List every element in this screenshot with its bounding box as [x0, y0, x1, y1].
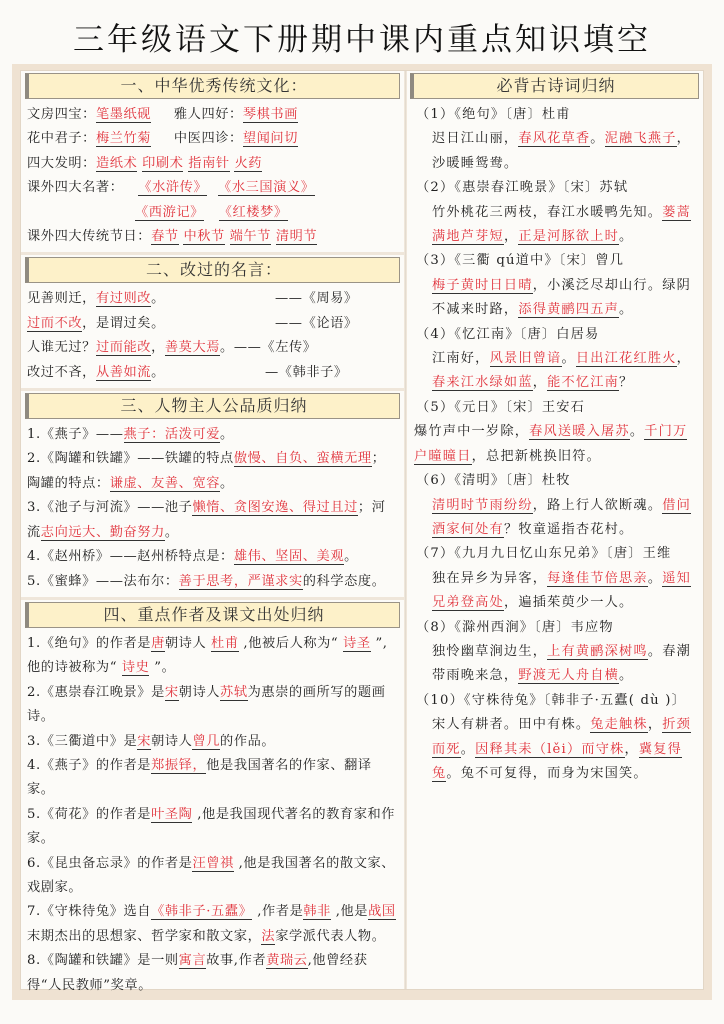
text: ,作者是: [252, 904, 304, 920]
answer: 正是河豚欲上时: [518, 229, 620, 245]
text: ,他被后人称为“: [238, 635, 344, 651]
author-item: [27, 852, 398, 901]
answer: 《水浒传》: [138, 180, 208, 196]
answer: 中秋节: [183, 229, 225, 245]
answer: 汪曾祺: [192, 855, 234, 871]
culture-line: [27, 127, 398, 151]
text: 家学派代表人物。: [275, 928, 386, 944]
text: 。: [164, 524, 179, 540]
answer: 日出江花红胜火: [575, 351, 677, 367]
text: ,他是我国现代著名的教育家和作家。: [27, 806, 396, 847]
divider: [21, 388, 404, 391]
text: ,他曾经获得“人民教师”奖章。: [27, 953, 368, 993]
label: 花中君子：: [27, 131, 96, 147]
text: 竹外桃花三两枝，春江水暖鸭先知。: [432, 204, 663, 220]
text: 3.《三衢道中》是: [27, 733, 138, 749]
poem-item: [414, 396, 697, 469]
answer: 宋: [164, 684, 179, 700]
answer: 因释其耒（lěi）而守株: [475, 741, 625, 757]
label: 课外四大名著：: [27, 180, 124, 196]
section-header-authors: 四、重点作者及课文出处归纳: [25, 602, 400, 628]
answer: 折颈而死: [432, 717, 691, 757]
poem-title: （2）《惠崇春江晚景》〔宋〕苏轼: [416, 180, 629, 196]
text: 朝诗人: [178, 684, 221, 700]
answer: 有过则改: [95, 291, 152, 307]
character-item: [27, 423, 398, 447]
answer: 郑振铎，: [151, 757, 207, 773]
divider: [21, 597, 404, 600]
answer: 遥知兄弟登高处: [432, 570, 691, 611]
answer: 清明时节雨纷纷: [432, 497, 533, 513]
section-culture: [21, 101, 404, 252]
text: ,他是我国著名的散文家、戏剧家。: [27, 855, 396, 895]
page-title: 三年级语文下册期中课内重点知识填空: [73, 22, 651, 58]
text: ，沙暖睡鸳鸯。: [432, 131, 691, 171]
poem-title: （8）《滁州西涧》〔唐〕韦应物: [416, 619, 614, 635]
poem-title: （7）《九月九日忆山东兄弟》〔唐〕王维: [416, 546, 672, 562]
character-item: [27, 545, 398, 569]
answer: 兔走触株: [590, 717, 648, 733]
answer: 梅兰竹菊: [95, 131, 152, 147]
answer: 冀复得兔: [432, 741, 683, 781]
text: 8.《陶罐和铁罐》是一则: [27, 953, 179, 969]
quote-line: [27, 312, 398, 336]
text: 人谁无过？: [27, 340, 96, 356]
text: 4.《赵州桥》——赵州桥特点是：: [27, 549, 234, 565]
poem-item: [414, 103, 697, 176]
text: 朝诗人: [164, 635, 212, 651]
label: 四大发明：: [27, 155, 96, 171]
text: ；陶罐的特点：: [27, 451, 386, 491]
quote-source: ——《周易》: [275, 291, 358, 307]
poem-item: [414, 249, 697, 322]
answer: 千门万户曈曈日: [414, 424, 688, 464]
text: ”。: [149, 660, 176, 676]
answer: 寓言: [178, 953, 207, 969]
text: 。: [647, 570, 663, 586]
text: 。: [220, 475, 234, 491]
answer: 野渡无人舟自横: [518, 668, 620, 684]
answer: 风景旧曾谙: [489, 351, 562, 367]
answer: 懒惰、贪图安逸、得过且过: [192, 500, 358, 516]
text: 5.《蜜蜂》——法布尔：: [27, 573, 179, 589]
answer: 《红楼梦》: [218, 204, 288, 220]
text: ，是谓过矣。: [82, 315, 165, 331]
answer: 清明节: [275, 229, 318, 245]
author-item: [27, 681, 398, 730]
text: ？: [619, 375, 634, 391]
text: 见善则迁，: [27, 291, 96, 307]
text: ，: [532, 375, 548, 391]
poem-title: （5）《元日》〔宋〕王安石: [416, 399, 586, 415]
quote-line: [27, 336, 398, 360]
author-item: [27, 632, 398, 681]
poem-item: [414, 616, 697, 689]
answer: 上有黄鹂深树鸣: [547, 643, 648, 659]
text: 。: [460, 741, 476, 757]
culture-line: [27, 225, 398, 249]
poem-title: （3）《三衢 qú道中》〔宋〕曾几: [416, 253, 625, 269]
character-item: [27, 447, 398, 496]
text: ？牧童遥指杏花村。: [503, 521, 634, 537]
answer: 诗圣: [343, 635, 371, 651]
answer: 善于思考，严谨求实: [178, 573, 303, 589]
answer: 泥融飞燕子: [604, 131, 677, 147]
culture-line: [27, 201, 398, 225]
text: 4.《燕子》的作者是: [27, 757, 152, 773]
text: 他是我国著名的作家、翻译家。: [27, 757, 372, 798]
answer: 春风送暖入屠苏: [529, 424, 630, 440]
answer: 唐: [151, 635, 165, 651]
answer: 过而不改: [27, 315, 83, 331]
text: ，: [503, 229, 519, 245]
answer: 添得黄鹂四五声: [518, 302, 620, 318]
text: 的作品。: [220, 733, 276, 749]
text: ，: [647, 717, 663, 733]
text: 独怜幽草涧边生，: [432, 643, 548, 659]
answer: 志向远大、勤奋努力: [40, 524, 165, 540]
text: 。: [629, 424, 645, 440]
label: 文房四宝：: [27, 107, 96, 122]
text: 7.《守株待兔》选自: [27, 904, 152, 920]
section-quotes: [21, 285, 404, 388]
answer: 《韩非子·五蠹》: [151, 904, 253, 920]
poem-item: [414, 323, 697, 396]
text: ；河流: [27, 500, 386, 540]
text: 。: [151, 364, 165, 380]
answer: 宋: [137, 733, 152, 749]
answer: 谦虚、友善、宽容: [109, 475, 221, 491]
answer: 韩非: [303, 904, 331, 920]
author-item: [27, 803, 398, 852]
text: 。: [619, 229, 634, 245]
answer: 春节: [151, 229, 179, 245]
answer: 《西游记》: [135, 204, 204, 220]
section-header-poems: 必背古诗词归纳: [410, 73, 699, 99]
answer: 苏轼: [220, 684, 248, 700]
poem-title: （1）《绝句》〔唐〕杜甫: [416, 107, 571, 122]
answer: 蒌蒿满地芦芽短: [432, 204, 691, 245]
answer: 印刷术: [142, 155, 184, 171]
quote-line: [27, 287, 398, 311]
answer: 端午节: [229, 229, 272, 245]
poem-title: （6）《清明》〔唐〕杜牧: [416, 473, 571, 489]
text: 。: [561, 351, 576, 367]
text: ,他是: [330, 904, 369, 920]
culture-line: [27, 103, 398, 127]
text: 5.《荷花》的作者是: [27, 806, 152, 822]
answer: 燕子：活泼可爱: [123, 427, 221, 443]
text: 迟日江山丽，: [432, 131, 519, 147]
text: 的科学态度。: [302, 573, 386, 589]
text: 6.《昆虫备忘录》的作者是: [27, 855, 193, 871]
text: 2.《惠崇春江晚景》是: [27, 684, 165, 700]
author-item: [27, 754, 398, 803]
answer: 诗史: [121, 660, 150, 676]
character-item: [27, 570, 398, 594]
poem-item: [414, 689, 697, 787]
text: 江南好，: [432, 351, 490, 367]
quote-line: [27, 361, 398, 385]
answer: 指南针: [188, 155, 230, 171]
author-item: [27, 900, 398, 949]
answer: 每逢佳节倍思亲: [547, 570, 648, 586]
text: 。: [151, 291, 165, 307]
poem-item: [414, 542, 697, 615]
answer: 傲慢、自负、蛮横无理: [233, 451, 372, 467]
text: 。: [619, 302, 634, 318]
answer: 叶圣陶: [151, 806, 193, 822]
text: ，: [624, 741, 639, 757]
text: 。兔不可复得，而身为宋国笑。: [446, 765, 648, 781]
text: 故事,作者: [206, 953, 267, 969]
text: ，: [151, 340, 165, 356]
text: 。: [619, 668, 634, 684]
text: ”,他的诗被称为“: [27, 635, 388, 676]
quote-source: —《韩非子》: [265, 364, 348, 380]
poem-item: [414, 176, 697, 249]
label: 雅人四好：: [173, 107, 243, 122]
text: 改过不吝，: [27, 364, 96, 380]
answer: 借问酒家何处有: [432, 497, 691, 537]
text: 。: [590, 131, 605, 147]
answer: 笔墨纸砚: [95, 107, 152, 122]
section-poems: [406, 101, 703, 786]
author-item: [27, 949, 398, 998]
text: 。春潮带雨晚来急，: [432, 643, 691, 684]
answer: 过而能改: [95, 340, 152, 356]
character-item: [27, 496, 398, 545]
section-header-culture: 一、中华优秀传统文化：: [25, 73, 400, 99]
text: 1.《绝句》的作者是: [27, 635, 152, 651]
answer: 黄瑞云: [266, 953, 308, 969]
text: 爆竹声中一岁除，: [414, 424, 530, 440]
right-column: [405, 71, 703, 989]
text: 末期杰出的思想家、哲学家和散文家，: [27, 928, 262, 944]
answer: 火药: [234, 155, 263, 171]
text: ，总把新桃换旧符。: [471, 448, 602, 464]
text: 独在异乡为异客，: [432, 570, 548, 586]
text: 为惠崇的画所写的题画诗。: [27, 684, 386, 725]
label: 中医四诊：: [173, 131, 243, 147]
left-column: [21, 71, 404, 993]
divider: [21, 252, 404, 255]
text: 朝诗人: [151, 733, 193, 749]
text: 。: [344, 549, 358, 565]
answer: 春风花草香: [518, 131, 591, 147]
answer: 能不忆江南: [547, 375, 620, 391]
poem-title: （10）《守株待兔》〔韩非子·五蠹( dù )〕: [416, 692, 686, 708]
answer: 春来江水绿如蓝: [432, 375, 533, 391]
poem-title: （4）《忆江南》〔唐〕白居易: [416, 326, 600, 342]
poem-item: [414, 469, 697, 542]
culture-line: [27, 152, 398, 176]
text: 。: [220, 340, 234, 356]
answer: 从善如流: [95, 364, 152, 380]
answer: 雄伟、坚固、美观: [233, 549, 345, 565]
answer: 杜甫: [211, 635, 239, 651]
text: ，小溪泛尽却山行。绿阴不减来时路，: [432, 277, 691, 318]
answer: 《水三国演义》: [218, 180, 315, 196]
answer: 望闻问切: [242, 131, 298, 147]
answer: 造纸术: [95, 155, 138, 171]
text: ，遍插茱萸少一人。: [503, 595, 634, 611]
content-frame: [12, 64, 712, 1000]
answer: 琴棋书画: [242, 107, 298, 122]
section-authors: [21, 630, 404, 1001]
quote-source: ——《左传》: [233, 340, 317, 356]
answer: 善莫大焉: [164, 340, 221, 356]
label: 课外四大传统节日：: [27, 229, 152, 245]
text: ，路上行人欲断魂。: [532, 497, 663, 513]
paper: [20, 70, 704, 993]
author-item: [27, 730, 398, 754]
section-characters: [21, 421, 404, 597]
text: ，: [676, 351, 691, 367]
culture-line: [27, 176, 398, 200]
text: 。: [220, 427, 234, 443]
answer: 战国: [368, 904, 396, 920]
text: 1.《燕子》——: [27, 427, 124, 443]
answer: 法: [261, 928, 276, 944]
answer: 曾几: [192, 733, 221, 749]
answer: 梅子黄时日日晴: [432, 277, 533, 293]
section-header-quotes: 二、改过的名言：: [25, 257, 400, 283]
quote-source: ——《论语》: [275, 315, 358, 331]
text: 宋人有耕者。田中有株。: [432, 717, 591, 733]
text: 3.《池子与河流》——池子: [27, 500, 193, 516]
text: 2.《陶罐和铁罐》——铁罐的特点: [27, 451, 234, 467]
section-header-characters: 三、人物主人公品质归纳: [25, 393, 400, 419]
